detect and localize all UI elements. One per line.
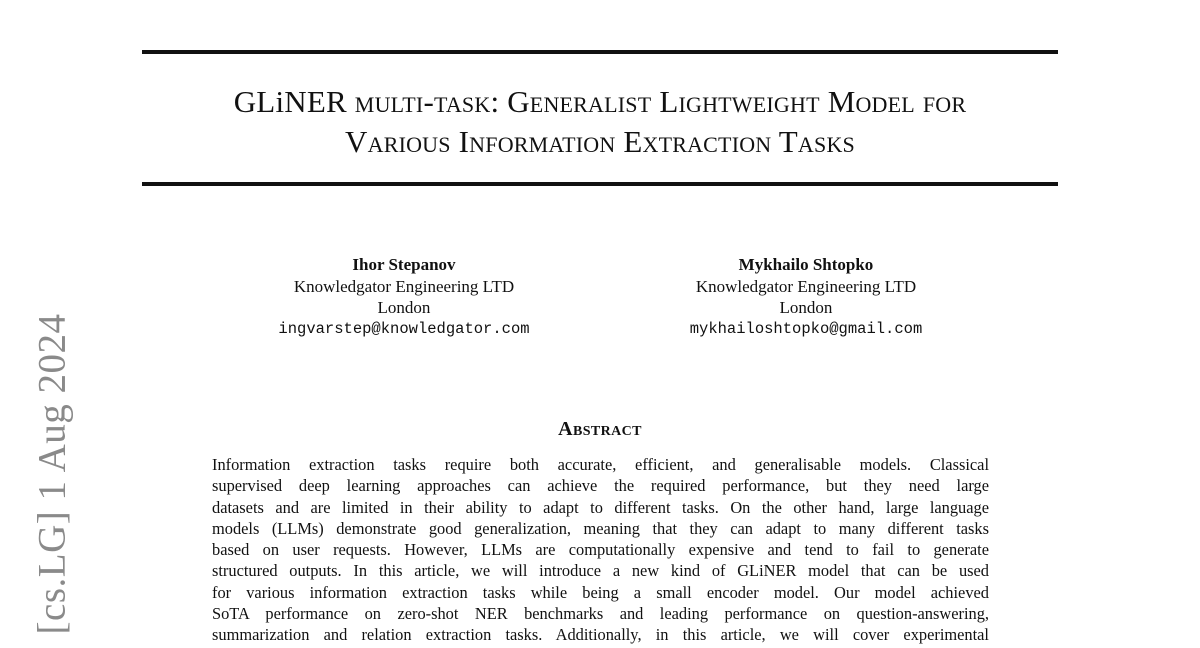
abstract-line: supervised deep learning approaches can achieve the required performance, but they need large xyxy=(212,476,989,496)
author-affiliation: Knowledgator Engineering LTD xyxy=(293,276,515,296)
abstract-line: models (LLMs) demonstrate good generalization, meaning that they can adapt to many different tasks xyxy=(212,518,989,538)
title-line-2: Various Information Extraction Tasks xyxy=(345,124,855,159)
abstract-body xyxy=(212,454,989,646)
abstract-line: structured outputs. In this article, we will introduce a new kind of GLiNER model that can be used xyxy=(212,561,989,581)
abstract-line: Information extraction tasks require both accurate, efficient, and generalisable models. Classical xyxy=(212,455,989,474)
abstract-line: datasets and are limited in their ability to adapt to different tasks. On the other hand, large language xyxy=(212,497,989,517)
author-email[interactable]: ingvarstep@knowledgator.com xyxy=(278,319,530,338)
abstract-line: summarization and relation extraction tasks. Additionally, in this article, we will cover experimental xyxy=(212,625,989,645)
author-name: Ihor Stepanov xyxy=(352,255,456,274)
author-block xyxy=(596,254,1016,340)
author-location: London xyxy=(779,298,833,317)
abstract-heading: Abstract xyxy=(558,418,642,440)
title-bottom-rule xyxy=(142,182,1058,186)
arxiv-side-stamp: [cs.LG] 1 Aug 2024 xyxy=(30,313,74,635)
author-location: London xyxy=(377,298,431,317)
title-line-1 xyxy=(142,82,1058,122)
abstract-line: based on user requests. However, LLMs are computationally expensive and tend to fail to generate xyxy=(212,540,989,560)
paper-title xyxy=(142,82,1058,162)
title-segment: GLiNER xyxy=(233,84,347,119)
abstract-line: SoTA performance on zero-shot NER benchmarks and leading performance on question-answering, xyxy=(212,604,989,624)
title-segment: multi-task: xyxy=(346,84,508,119)
abstract-line: for various information extraction tasks while being a small encoder model. Our model achieved xyxy=(212,582,989,602)
title-top-rule xyxy=(142,50,1058,54)
author-name: Mykhailo Shtopko xyxy=(738,255,874,274)
author-email[interactable]: mykhailoshtopko@gmail.com xyxy=(689,319,923,338)
author-block xyxy=(194,254,614,340)
author-affiliation: Knowledgator Engineering LTD xyxy=(695,276,917,296)
title-segment: Generalist Lightweight Model for xyxy=(507,84,967,119)
